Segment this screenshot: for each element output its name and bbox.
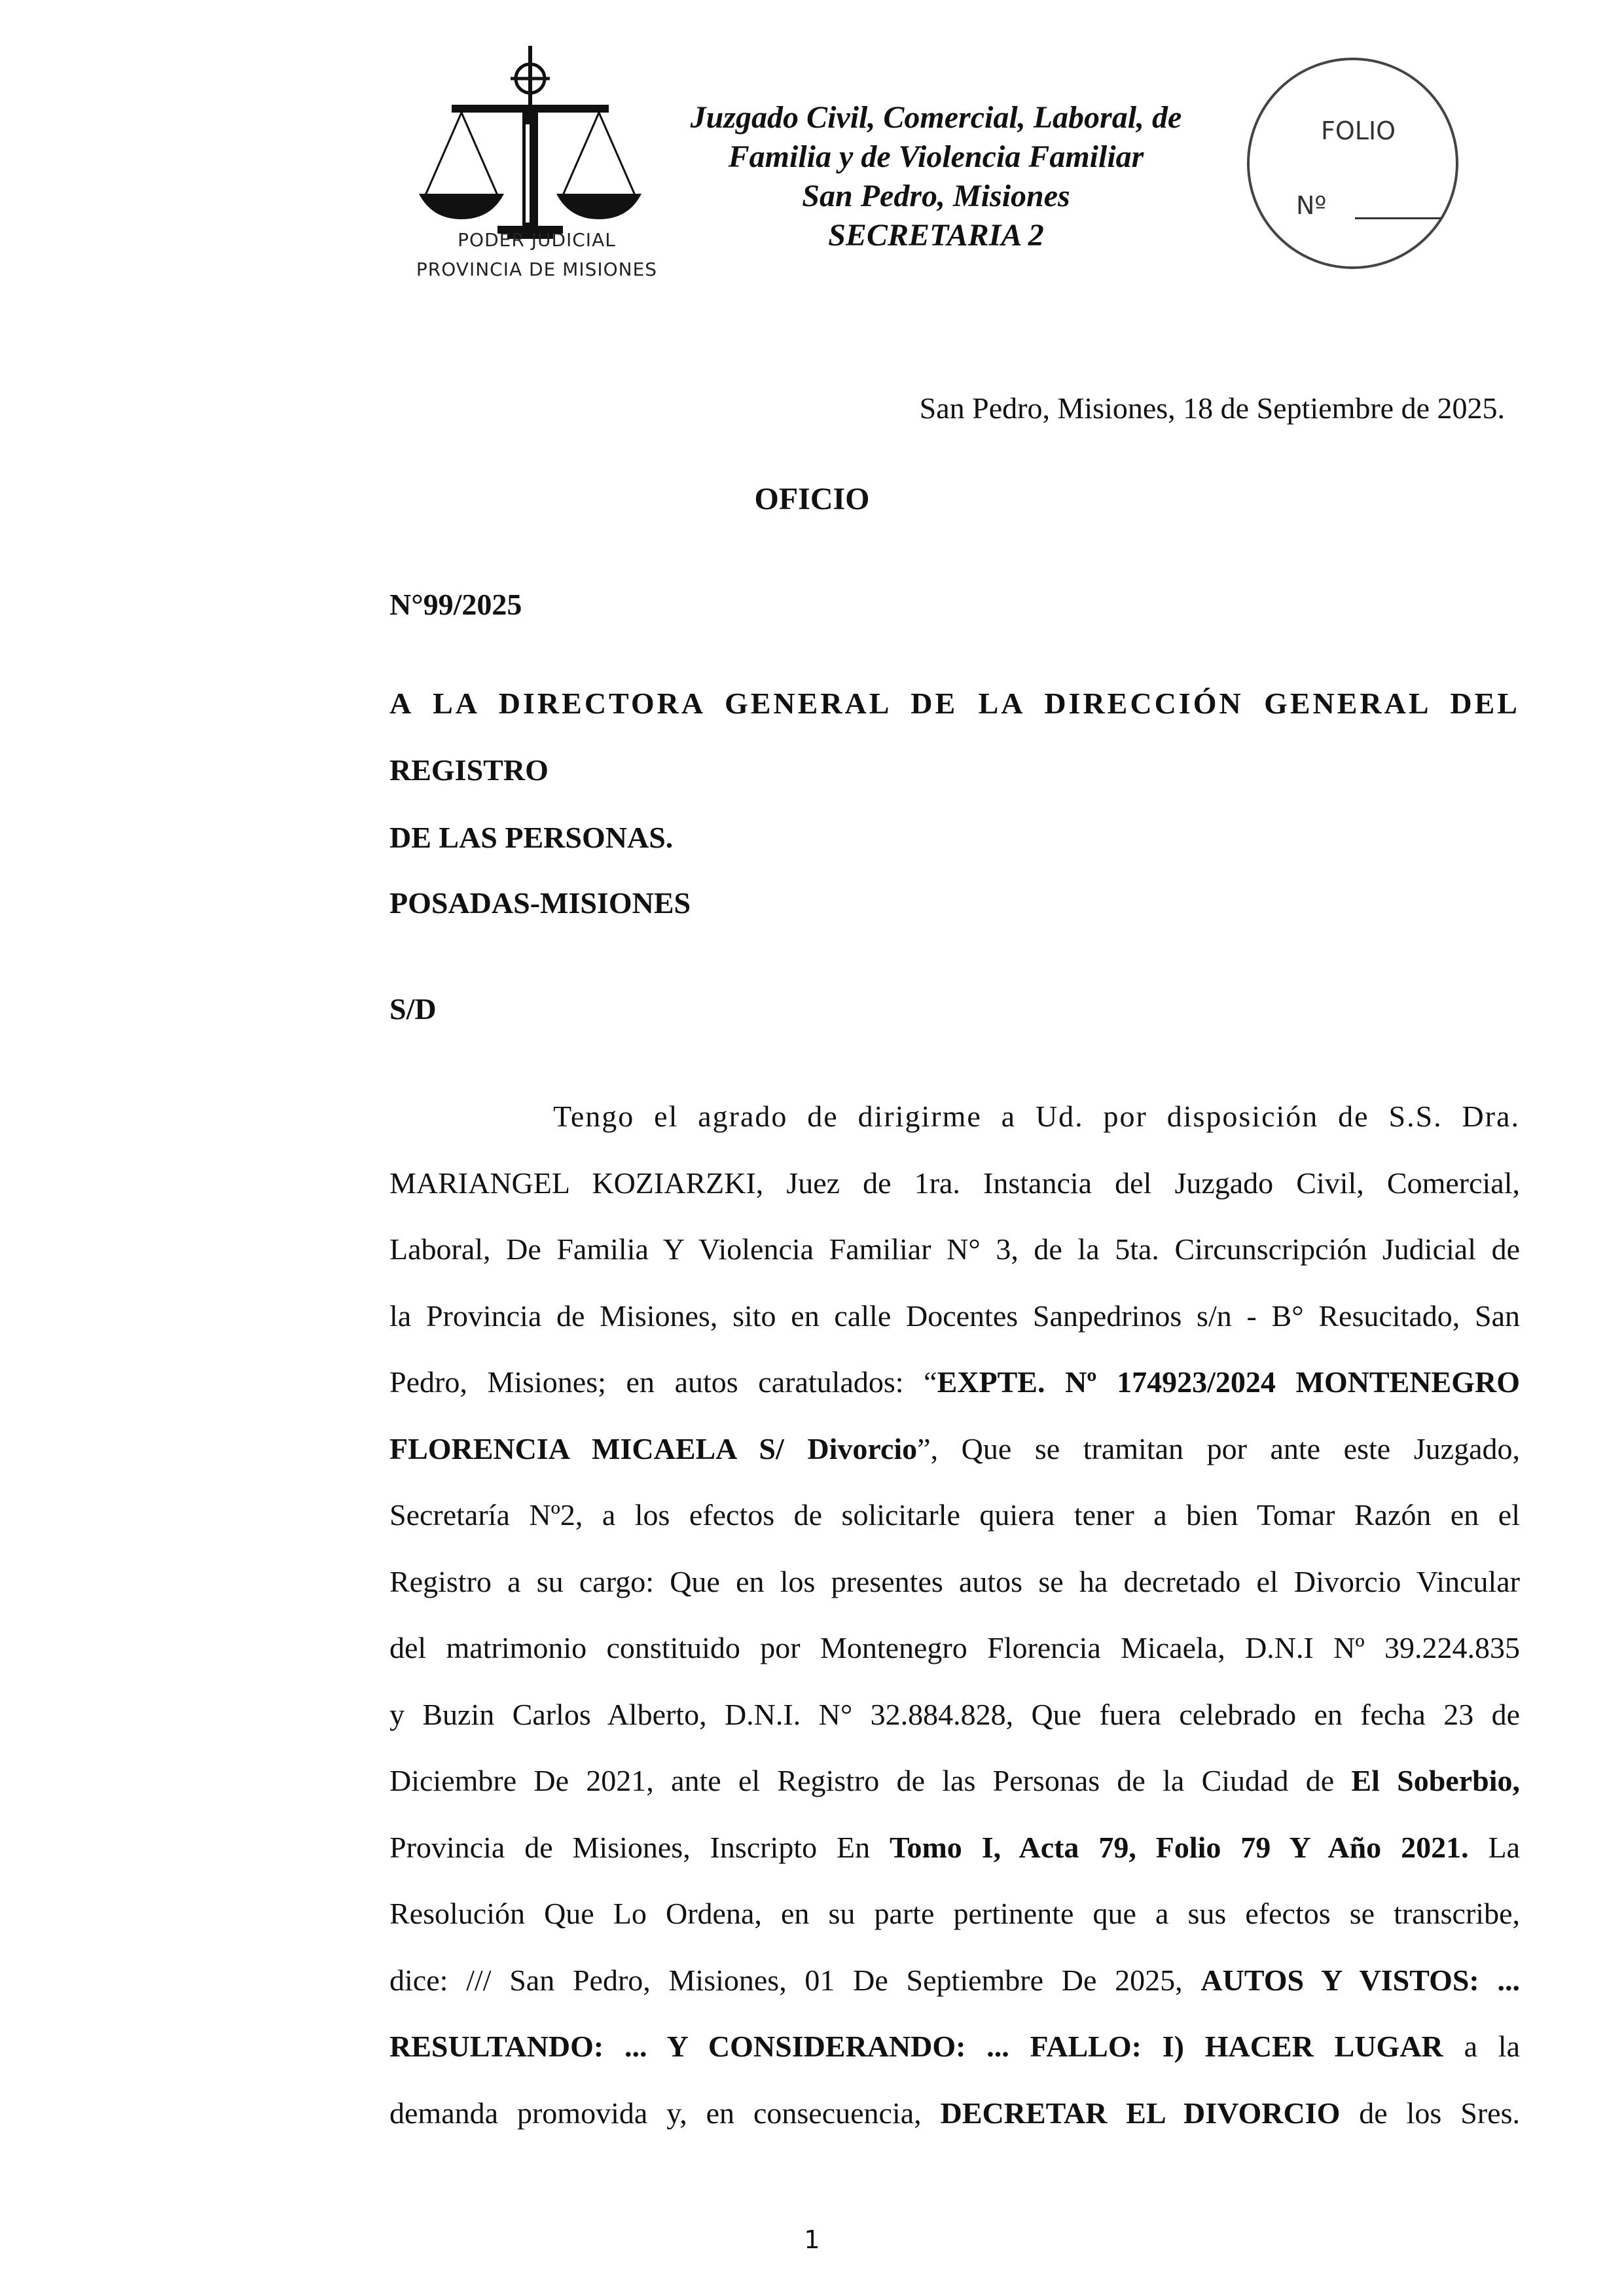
body-line-3: Laboral, De Familia Y Violencia Familiar N° 3, de la 5ta. Circunscripción Judicial de xyxy=(389,1232,1520,1266)
body-line-1: Tengo el agrado de dirigirme a Ud. por disposición de S.S. Dra. xyxy=(553,1100,1520,1133)
document-number: N°99/2025 xyxy=(389,588,522,621)
folio-label: FOLIO xyxy=(1321,117,1396,145)
body-line-5 xyxy=(389,1349,1520,1416)
body-line-10: y Buzin Carlos Alberto, D.N.I. N° 32.884.828, Que fuera celebrado en fecha 23 de xyxy=(389,1697,1520,1731)
body-line-16a: demanda promovida y, en consecuencia, xyxy=(389,2096,941,2130)
body-text xyxy=(389,1083,1520,2146)
address-line-4: POSADAS-MISIONES xyxy=(389,886,691,920)
judicial-scales-logo-icon xyxy=(393,39,674,288)
body-line-15 xyxy=(389,2013,1520,2080)
document-title: OFICIO xyxy=(754,482,870,516)
address-line-1: A LA DIRECTORA GENERAL DE LA DIRECCIÓN GENERAL DEL xyxy=(389,687,1520,720)
folio-number-blank xyxy=(1355,217,1441,219)
expediente-number: EXPTE. Nº 174923/2024 MONTENEGRO xyxy=(937,1365,1520,1399)
logo-line-2: PROVINCIA DE MISIONES xyxy=(416,259,658,280)
body-line-4: la Provincia de Misiones, sito en calle Docentes Sanpedrinos s/n - B° Resucitado, San xyxy=(389,1299,1520,1333)
body-line-6b: ”, Que se tramitan por ante este Juzgado, xyxy=(917,1431,1520,1465)
ruling-headings: RESULTANDO: ... Y CONSIDERANDO: ... FALLO: I) HACER LUGAR xyxy=(389,2030,1443,2063)
court-line-2: Familia y de Violencia Familiar xyxy=(728,139,1144,174)
body-line-12 xyxy=(389,1814,1520,1881)
body-line-16 xyxy=(389,2080,1520,2147)
body-line-6 xyxy=(389,1416,1520,1482)
decree-divorce: DECRETAR EL DIVORCIO xyxy=(940,2096,1341,2130)
logo-line-1: PODER JUDICIAL xyxy=(458,229,616,251)
city-name: El Soberbio, xyxy=(1351,1764,1520,1797)
document-date: San Pedro, Misiones, 18 de Septiembre de 2025. xyxy=(919,391,1505,425)
folio-stamp xyxy=(1247,58,1458,269)
body-line-9: del matrimonio constituido por Montenegro Florencia Micaela, D.N.I Nº 39.224.835 xyxy=(389,1631,1520,1664)
body-line-5a: Pedro, Misiones; en autos caratulados: “ xyxy=(389,1365,937,1399)
body-line-11a: Diciembre De 2021, ante el Registro de las Personas de la Ciudad de xyxy=(389,1764,1352,1797)
page-number: 1 xyxy=(804,2225,820,2254)
case-title: FLORENCIA MICAELA S/ Divorcio xyxy=(389,1431,918,1465)
autos-y-vistos: AUTOS Y VISTOS: ... xyxy=(1200,1963,1520,1997)
body-line-14a: dice: /// San Pedro, Misiones, 01 De Septiembre De 2025, xyxy=(389,1963,1201,1997)
court-line-4: SECRETARIA 2 xyxy=(828,218,1044,253)
body-line-13: Resolución Que Lo Ordena, en su parte pertinente que a sus efectos se transcribe, xyxy=(389,1897,1520,1930)
court-header xyxy=(661,98,1211,255)
registry-reference: Tomo I, Acta 79, Folio 79 Y Año 2021. xyxy=(890,1830,1469,1864)
body-line-15b: a la xyxy=(1443,2030,1520,2063)
body-line-12c: La xyxy=(1468,1830,1521,1864)
body-line-2: MARIANGEL KOZIARZKI, Juez de 1ra. Instancia del Juzgado Civil, Comercial, xyxy=(389,1166,1520,1200)
body-line-7: Secretaría Nº2, a los efectos de solicitarle quiera tener a bien Tomar Razón en el xyxy=(389,1498,1520,1532)
body-line-8: Registro a su cargo: Que en los presentes autos se ha decretado el Divorcio Vincular xyxy=(389,1564,1520,1598)
folio-number-label: Nº xyxy=(1296,191,1327,220)
address-line-2: REGISTRO xyxy=(389,753,549,787)
address-line-3: DE LAS PERSONAS. xyxy=(389,821,674,854)
address-line-5: S/D xyxy=(389,992,437,1026)
body-line-14 xyxy=(389,1947,1520,2014)
body-line-11 xyxy=(389,1748,1520,1814)
court-line-3: San Pedro, Misiones xyxy=(802,179,1070,213)
body-line-12a: Provincia de Misiones, Inscripto En xyxy=(389,1830,890,1864)
body-line-16c: de los Sres. xyxy=(1340,2096,1520,2130)
court-line-1: Juzgado Civil, Comercial, Laboral, de xyxy=(690,100,1182,135)
